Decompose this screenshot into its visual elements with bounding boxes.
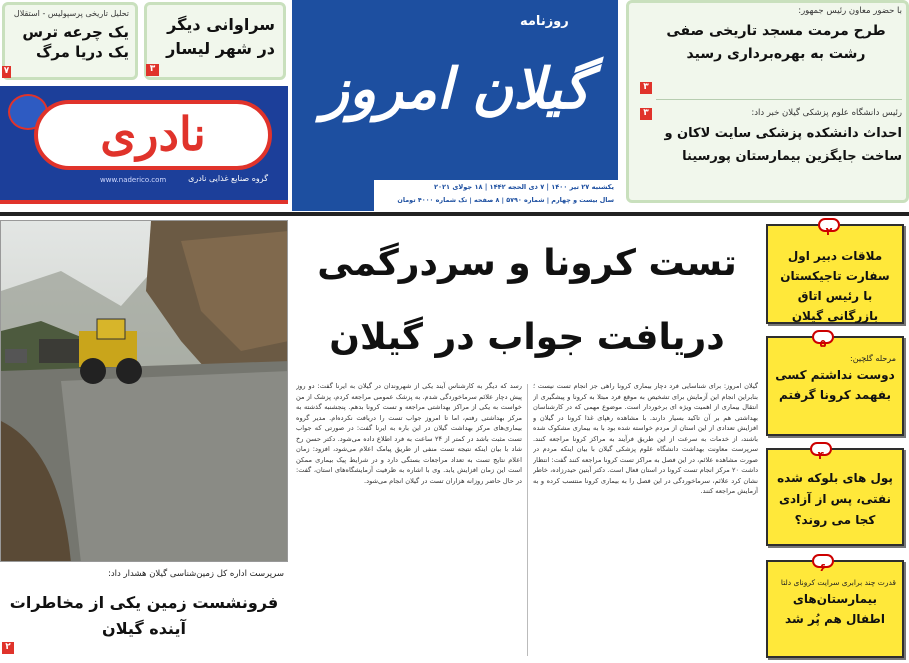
sidebar-item-tajik-badge — [818, 218, 840, 238]
teaser-mosque-kicker: با حضور معاون رئیس جمهور: — [798, 6, 902, 16]
masthead-issue: سال بیست و چهارم | شماره ۵۷۹۰ | ۸ صفحه | تک شماره ۴۰۰۰ تومان — [397, 196, 614, 204]
sidebar-item-hospitals-title: بیمارستان‌های اطفال هم پُر شد — [785, 592, 885, 626]
teaser-medical-title: احداث دانشکده پزشکی سایت لاکان و ساخت جایگزین بیمارستان پورسینا — [664, 126, 902, 164]
naderi-company: گروه صنایع غذایی نادری — [188, 174, 268, 183]
sidebar-item-hospitals-badge — [812, 554, 834, 574]
photo-page-tag: ۲ — [2, 642, 14, 654]
sidebar-item-hospitals[interactable] — [766, 560, 904, 658]
page-divider — [0, 212, 909, 216]
sidebar-item-corona-story-kicker: مرحله گلچین: — [850, 354, 896, 363]
teaser-derby[interactable] — [2, 2, 138, 80]
main-headline-line2[interactable]: دریافت جواب در گیلان — [329, 317, 725, 358]
sidebar-item-corona-story-page: ۵ — [819, 337, 827, 350]
teaser-lisar-page-tag: ۳ — [146, 64, 159, 76]
photo-caption-kicker: سرپرست اداره کل زمین‌شناسی گیلان هشدار داد: — [108, 569, 284, 579]
masthead-date: یکشنبه ۲۷ تیر ۱۴۰۰ | ۷ ذی الحجه ۱۴۴۲ | ۱۸ جولای ۲۰۲۱ — [433, 183, 614, 191]
sidebar-item-corona-story[interactable] — [766, 336, 904, 436]
masthead-title: گیلان امروز — [321, 56, 591, 122]
teaser-derby-page-tag: ۷ — [3, 66, 10, 76]
sidebar-item-oil-money-badge — [810, 442, 832, 462]
sidebar-item-corona-story-badge — [812, 330, 834, 350]
masthead-prefix: روزنامه — [520, 14, 569, 29]
sidebar-item-oil-money-title: پول های بلوکه شده نفتی، پس از آزادی کجا می روند؟ — [777, 471, 893, 527]
landslide-photo-image — [1, 221, 288, 562]
main-headline-line1[interactable]: تست کرونا و سردرگمی — [317, 243, 737, 284]
sidebar-item-oil-money[interactable] — [766, 448, 904, 546]
sidebar-item-tajik-title: ملاقات دبیر اول سفارت تاجیکستان با رئیس اتاق بازرگانی گیلان — [780, 249, 890, 323]
sidebar-item-tajik[interactable] — [766, 224, 904, 324]
sidebar-item-corona-story-title: دوست نداشتم کسی بفهمد کرونا گرفتم — [775, 368, 895, 402]
teaser-mosque-title: طرح مرمت مسجد تاریخی صفی رشت به بهره‌برداری رسید — [666, 23, 886, 62]
teaser-derby-title: یک چرعه ترس یک دریا مرگ — [22, 23, 129, 61]
landslide-photo — [0, 220, 288, 562]
teaser-mosque[interactable] — [650, 6, 902, 90]
naderi-advertisement[interactable] — [0, 86, 288, 204]
sidebar-item-oil-money-page: ۴ — [817, 449, 825, 462]
article-column-right: گیلان امروز: برای شناسایی فرد دچار بیماری کرونا راهی جز انجام تست نیست ؛ بنابراین انجام این آزمایش برای تشخیص به موقع فرد مبتلا به کرونا و پیشگیری از انتقال بیماری از اهمیت ویژه ای برخوردار است. موضوع مهمی که در کارشناسان بهداشتی هم بر آن تاکید بسیار دارند. با مشاهده رهپای غذا کرونا در گیلان و افزایش تعدادی از این استان از مردم خواسته شده بود با به بیماری مشکوک شده باشند، از خدمات به سرعت از این طریق فرآیند به مراکز کرونا مراجعه کنند. سرپرست معاونت بهداشت دانشگاه علوم پزشکی گیلان با بیان اینکه مردم در صورت مشاهده علائم، در این فصل به مراکز تست کرونا مراجعه کنند گفت: انتظار داشت ۲۰ مرکز انجام تست کرونا در استان فعال است. دکتر آبتین حیدرزاده، خاطر نشان کرد علائم، سرماخوردگی در این فصل را به بیماری کرونا منتسب کرده و به آزمایش مراجعه کنند. — [533, 382, 758, 495]
teaser-divider — [656, 99, 902, 100]
teaser-derby-kicker: تحلیل تاریخی پرسپولیس - استقلال — [13, 9, 129, 18]
teaser-lisar[interactable] — [144, 2, 286, 80]
teaser-medical-page-tag: ۳ — [640, 108, 652, 120]
sidebar-item-tajik-page: ۲ — [825, 225, 833, 238]
teaser-medical-kicker: رئیس دانشگاه علوم پزشکی گیلان خبر داد: — [751, 108, 902, 118]
photo-caption-title[interactable]: فرونشست زمین یکی از مخاطرات آینده گیلان — [9, 593, 279, 638]
naderi-url: www.naderico.com — [100, 176, 167, 184]
article-column-rule — [527, 384, 528, 656]
naderi-brand-name: نادری — [100, 107, 206, 161]
article-column-middle: رسد که دیگر به کارشناس آیند یکی از شهروندان در گیلان به ایرنا گفت: دو روز پیش دچار علائم سرماخوردگی شدم. به پزشک عمومی مراجعه کردم، پزشک از من خواست به یکی از مراکز بهداشتی مراجعه و تست کرونا بدهم. پنجشنبه گذشته به مرکز بهداشتی رفتم، اما تا امروز جواب تست را دریافت نکرده‌ام. مدیر گروه بیماری‌های مرکز بهداشت گیلان در این باره به ایرنا گفت: در صورتی که جواب تست مثبت باشد در کمتر از ۲۴ ساعت به فرد اطلاع داده می‌شود. دکتر حسن رخ شاد با بیان اینکه نتیجه تست منفی از طریق پیامک اعلام می‌شود، افزود: زمان اعلام نتایج تست به تعداد مراجعات بستگی دارد و در شرایط پیک بیماری ممکن است این زمان افزایش یابد. وی با اشاره به ظرفیت آزمایشگاه‌های استان، گفت: در حال حاضر روزانه هزاران تست در گیلان انجام می‌شود. — [296, 382, 522, 485]
sidebar-item-hospitals-kicker: قدرت چند برابری سرایت کرونای دلتا — [780, 578, 896, 587]
teaser-mosque-page-tag: ۳ — [640, 82, 652, 94]
sidebar-item-hospitals-page: ۶ — [819, 561, 827, 574]
teaser-lisar-title: سراوانی دیگر در شهر لیسار — [166, 15, 275, 58]
teaser-medical[interactable] — [650, 108, 902, 198]
